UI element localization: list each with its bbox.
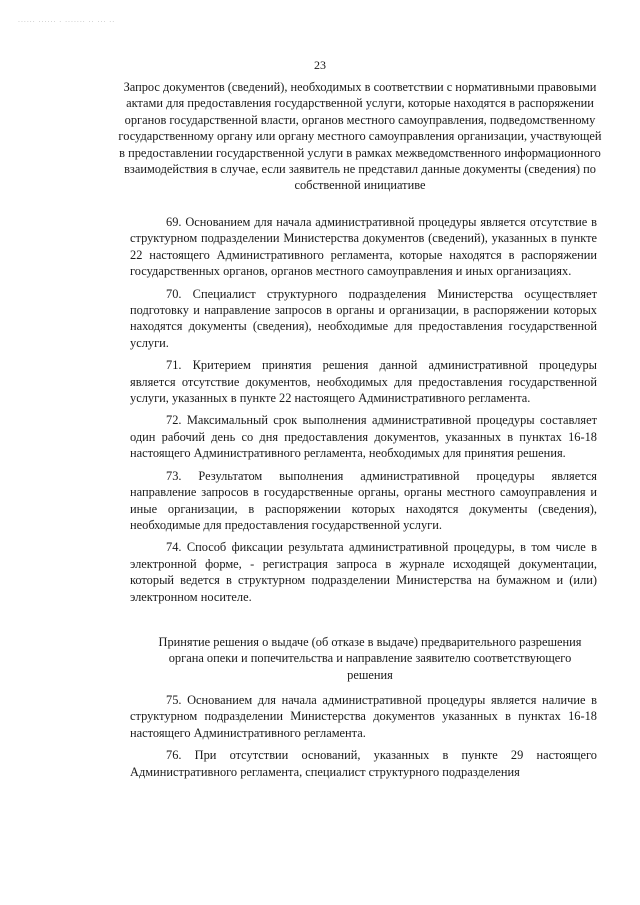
paragraph-70: 70. Специалист структурного подразделения Министерства осуществляет подготовку и направление запросов в органы и организации, в распоряжении которых находятся документы (сведения), необходимые для предоставления государственной услуги. bbox=[130, 286, 597, 350]
section-body-decision bbox=[130, 692, 597, 786]
paragraph-72: 72. Максимальный срок выполнения административной процедуры составляет один рабочий день со дня предоставления документов, указанных в пунктах 16-18 настоящего Административного регламента, необходимых для принятия решения. bbox=[130, 413, 597, 461]
section-body-document-request bbox=[130, 214, 597, 611]
paragraph-69: 69. Основанием для начала административной процедуры является отсутствие в структурном подразделении Министерства документов (сведений), указанных в пункте 22 настоящего Административного регламента, которые находятся в распоряжении государственных органов, органов местного самоуправления и иных организациях. bbox=[130, 215, 597, 279]
section-heading-decision: Принятие решения о выдаче (об отказе в выдаче) предварительного разрешения органа опеки и попечительства и направление заявителю соответствующего решения bbox=[158, 635, 582, 682]
scan-header-artifact: ...... ...... . ....... .. ... .. bbox=[18, 17, 116, 24]
page-number: 23 bbox=[314, 58, 326, 72]
paragraph-74: 74. Способ фиксации результата административной процедуры, в том числе в электронной форме, - регистрация запроса в журнале исходящей документации, который ведется в структурном подразделении Министерства на бумажном и (или) электронном носителе. bbox=[130, 540, 597, 604]
section-heading-document-request: Запрос документов (сведений), необходимых в соответствии с нормативными правовыми актами для предоставления государственной услуги, которые находятся в распоряжении органов государственной власти, органов местного самоуправления, подведомственному государственному органу или органу местного самоуправления организации, участвующей в предоставлении государственной услуги в рамках межведомственного информационного взаимодействия в случае, если заявитель не представил данные документы (сведения) по собственной инициативе bbox=[118, 80, 602, 193]
paragraph-73: 73. Результатом выполнения административной процедуры является направление запросов в государственные органы, органы местного самоуправления и иные организации, в распоряжении которых находятся документы (сведения), необходимые для предоставления государственной услуги. bbox=[130, 468, 597, 532]
paragraph-76: 76. При отсутствии оснований, указанных в пункте 29 настоящего Административного регламента, специалист структурного подразделения bbox=[130, 748, 597, 779]
paragraph-71: 71. Критерием принятия решения данной административной процедуры является отсутствие документов, необходимых для предоставления государственной услуги, указанных в пункте 22 настоящего Административного регламента. bbox=[130, 358, 597, 406]
paragraph-75: 75. Основанием для начала административной процедуры является наличие в структурном подразделении Министерства документов указанных в пунктах 16-18 настоящего Административного регламента. bbox=[130, 693, 597, 740]
